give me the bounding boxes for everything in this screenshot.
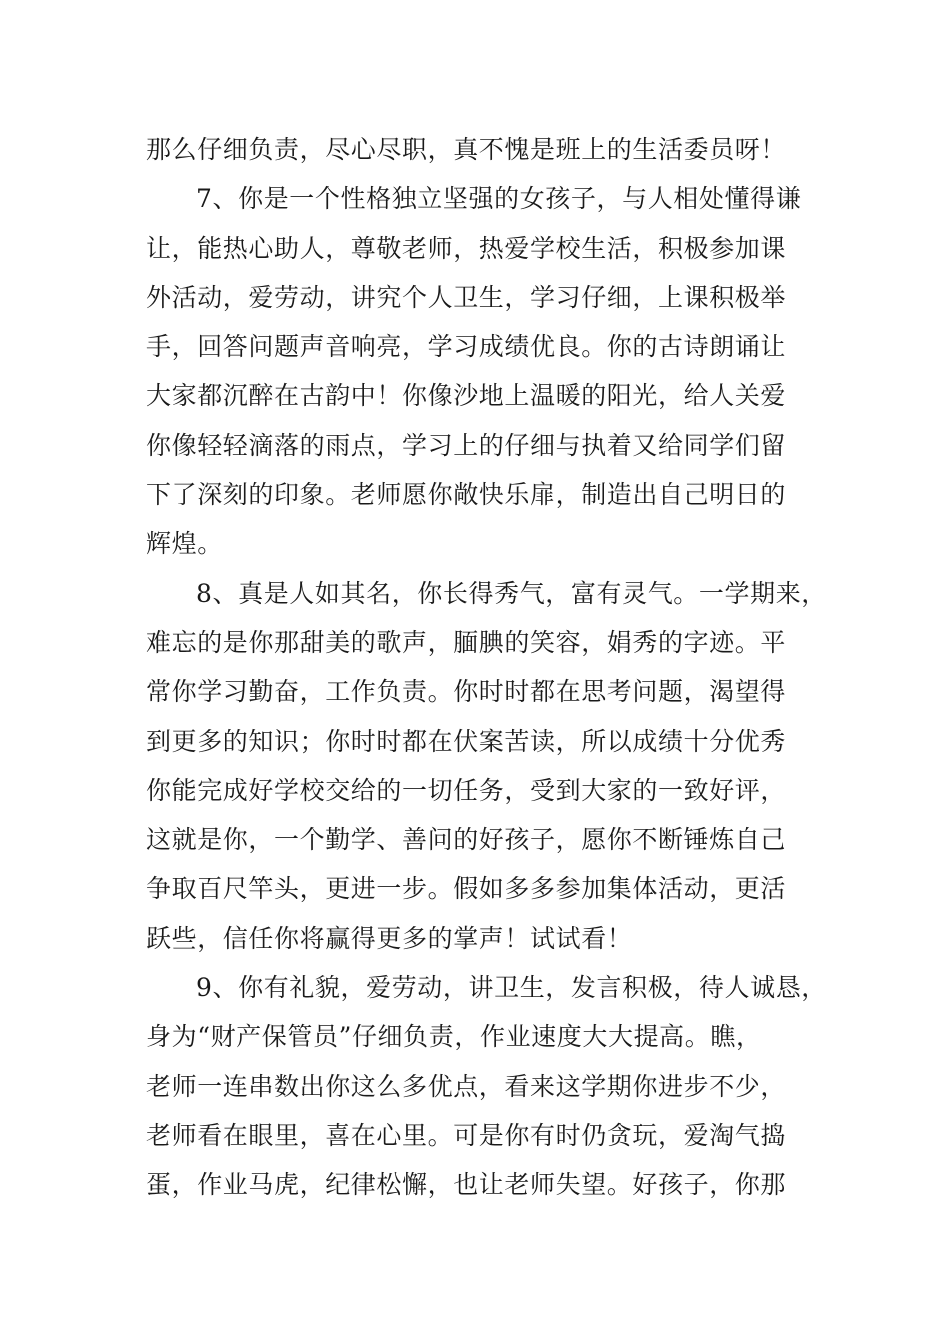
text-line: 这就是你，一个勤学、善问的好孩子，愿你不断锤炼自己: [146, 825, 787, 855]
text-line: 辉煌。: [146, 529, 223, 559]
text-line: 常你学习勤奋，工作负责。你时时都在思考问题，渴望得: [146, 677, 787, 707]
text-line: 老师看在眼里，喜在心里。可是你有时仍贪玩，爱淘气捣: [146, 1120, 787, 1150]
text-line: 跃些，信任你将赢得更多的掌声！试试看！: [146, 923, 633, 953]
text-line: 7、你是一个性格独立坚强的女孩子，与人相处懂得谦: [196, 184, 802, 214]
text-line: 大家都沉醉在古韵中！你像沙地上温暖的阳光，给人关爱: [146, 381, 787, 411]
text-line: 下了深刻的印象。老师愿你敞快乐扉，制造出自己明日的: [146, 480, 787, 510]
text-line: 那么仔细负责，尽心尽职，真不愧是班上的生活委员呀！: [146, 135, 787, 164]
text-line: 到更多的知识；你时时都在伏案苦读，所以成绩十分优秀: [146, 726, 787, 756]
text-line: 你能完成好学校交给的一切任务，受到大家的一致好评，: [146, 775, 787, 805]
text-line: 9、你有礼貌，爱劳动，讲卫生，发言积极，待人诚恳，: [196, 973, 827, 1003]
document-body: [146, 125, 827, 1210]
text-line: 老师一连串数出你这么多优点，看来这学期你进步不少，: [146, 1071, 787, 1101]
text-line: 蛋，作业马虎，纪律松懈，也让老师失望。好孩子，你那: [146, 1170, 787, 1200]
text-line: 8、真是人如其名，你长得秀气，富有灵气。一学期来，: [196, 578, 827, 608]
text-line: 争取百尺竿头，更进一步。假如多多参加集体活动，更活: [146, 874, 787, 904]
text-line: 你像轻轻滴落的雨点，学习上的仔细与执着又给同学们留: [146, 430, 787, 460]
text-line: 身为“财产保管员”仔细负责，作业速度大大提高。瞧，: [146, 1022, 762, 1052]
text-line: 难忘的是你那甜美的歌声，腼腆的笑容，娟秀的字迹。平: [146, 627, 787, 657]
text-line: 让，能热心助人，尊敬老师，热爱学校生活，积极参加课: [146, 233, 787, 263]
text-line: 外活动，爱劳动，讲究个人卫生，学习仔细，上课积极举: [146, 282, 787, 312]
text-line: 手，回答问题声音响亮，学习成绩优良。你的古诗朗诵让: [146, 332, 787, 362]
